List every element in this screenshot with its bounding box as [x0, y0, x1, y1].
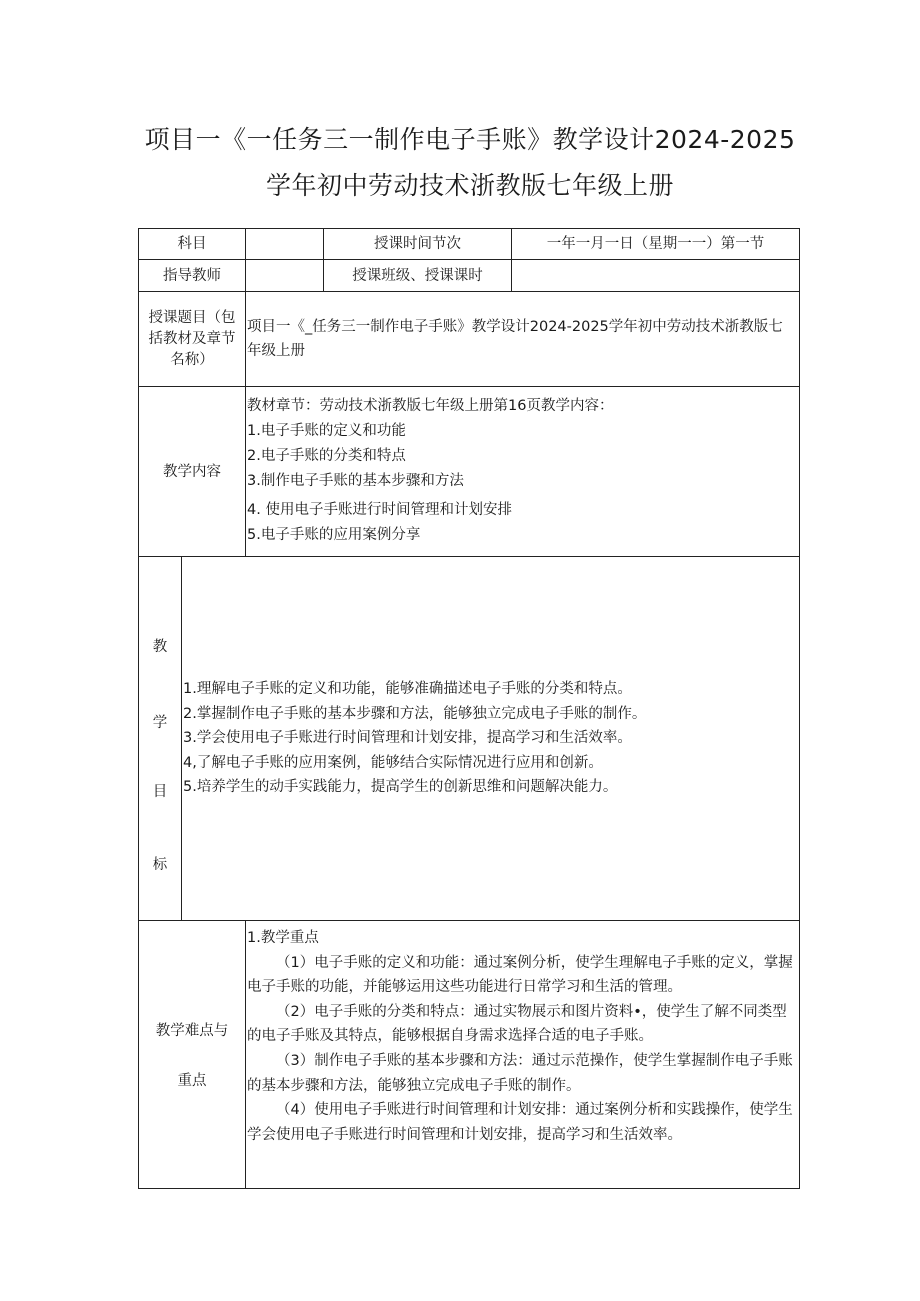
list-item: 1.电子手账的定义和功能 — [247, 423, 406, 439]
key-points-label — [139, 921, 245, 1188]
list-item: 2.电子手账的分类和特点 — [247, 448, 406, 464]
list-item: 4. 使用电子手账进行时间管理和计划安排 — [247, 502, 512, 518]
objectives-label — [139, 557, 181, 920]
subject-label: 科目 — [177, 236, 207, 252]
list-item: 3.学会使用电子手账进行时间管理和计划安排，提高学习和生活效率。 — [183, 730, 632, 746]
class-value — [512, 260, 799, 291]
list-item: 1.理解电子手账的定义和功能，能够准确描述电子手账的分类和特点。 — [183, 681, 632, 697]
key-point-paragraph: （1）电子手账的定义和功能：通过案例分析，使学生理解电子手账的定义，掌握电子手账的功能，并能够运用这些功能进行日常学习和生活的管理。 — [247, 954, 793, 996]
list-item: 3.制作电子手账的基本步骤和方法 — [247, 473, 464, 489]
list-item: 5.培养学生的动手实践能力，提高学生的创新思维和问题解决能力。 — [183, 779, 618, 795]
key-points-label-line: 教学难点与 — [155, 1023, 229, 1039]
objectives-label-char: 标 — [152, 857, 168, 873]
objectives-body — [183, 677, 797, 807]
objectives-label-char: 教 — [152, 639, 168, 655]
content-body — [247, 394, 797, 552]
content-intro: 教材章节：劳动技术浙教版七年级上册第16页教学内容： — [247, 398, 614, 414]
list-item: 5.电子手账的应用案例分享 — [247, 527, 421, 543]
key-points-body — [247, 926, 797, 1184]
key-points-label-line: 重点 — [177, 1073, 207, 1089]
teacher-value — [246, 260, 323, 291]
key-point-paragraph: （4）使用电子手账进行时间管理和计划安排：通过案例分析和实践操作，使学生学会使用电子手账进行时间管理和计划安排，提高学习和生活效率。 — [247, 1102, 793, 1143]
topic-label: 授课题目（包括教材及章节名称） — [148, 309, 236, 368]
key-point-paragraph: （3）制作电子手账的基本步骤和方法：通过示范操作，使学生掌握制作电子手账的基本步骤和方法，能够独立完成电子手账的制作。 — [247, 1052, 793, 1094]
list-item: 4,了解电子手账的应用案例，能够结合实际情况进行应用和创新。 — [183, 754, 603, 771]
key-point-paragraph: （2）电子手账的分类和特点：通过实物展示和图片资料•，使学生了解不同类型的电子手账及其特点，能够根据自身需求选择合适的电子手账。 — [247, 1003, 787, 1045]
time-value: 一年一月一日（星期一一）第一节 — [546, 236, 765, 252]
list-item: 2.掌握制作电子手账的基本步骤和方法，能够独立完成电子手账的制作。 — [183, 705, 647, 722]
class-label: 授课班级、授课课时 — [352, 267, 483, 284]
content-label: 教学内容 — [163, 463, 221, 480]
subject-value — [246, 229, 323, 259]
teacher-label: 指导教师 — [163, 267, 221, 284]
objectives-label-char: 目 — [152, 784, 168, 800]
time-label: 授课时间节次 — [374, 236, 461, 252]
key-points-heading: 1.教学重点 — [247, 930, 319, 946]
topic-value: 项目一《_任务三一制作电子手账》教学设计2024-2025学年初中劳动技术浙教版七年级上册 — [247, 319, 783, 359]
document-title: 项目一《一任务三一制作电子手账》教学设计2024-2025学年初中劳动技术浙教版七年级上册 — [144, 125, 796, 200]
objectives-label-char: 学 — [152, 715, 168, 731]
